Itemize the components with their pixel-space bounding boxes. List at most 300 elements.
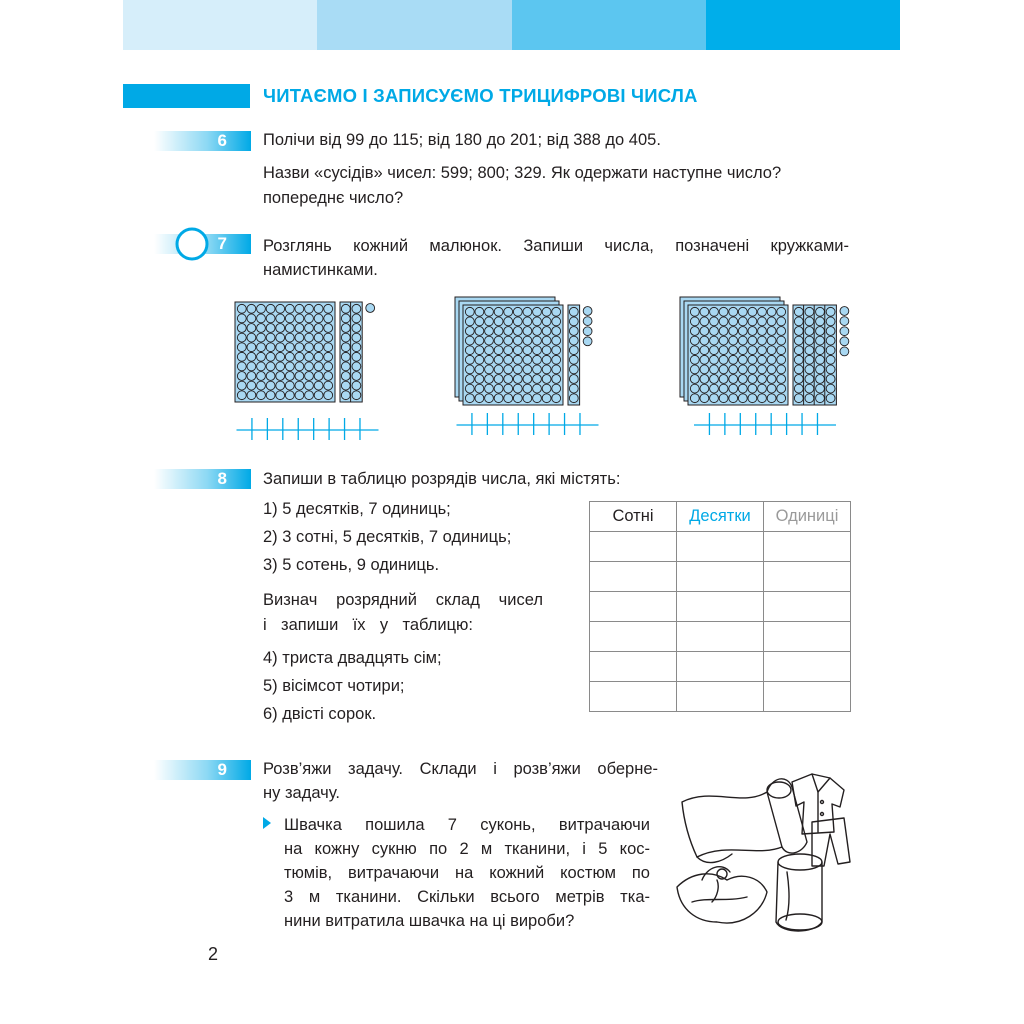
hundred-bead [485, 346, 494, 355]
table-cell[interactable] [677, 682, 764, 712]
hundred-bead [494, 375, 503, 384]
hundred-bead [475, 365, 484, 374]
hundred-bead [777, 336, 786, 345]
hundred-bead [295, 381, 304, 390]
hundred-bead [700, 384, 709, 393]
ten-bead [794, 355, 803, 364]
unit-bead [583, 337, 592, 346]
hundred-bead [305, 381, 314, 390]
unit-bead [583, 307, 592, 316]
task-6-number: 6 [154, 131, 251, 151]
table-cell[interactable] [590, 592, 677, 622]
hundred-bead [748, 317, 757, 326]
hundred-bead [276, 391, 285, 400]
table-cell[interactable] [677, 622, 764, 652]
ten-bead [569, 394, 578, 403]
unit-bead [583, 317, 592, 326]
hundred-bead [324, 352, 333, 361]
ten-bead [816, 307, 825, 316]
ten-bead [569, 307, 578, 316]
table-cell[interactable] [764, 682, 851, 712]
hundred-bead [513, 365, 522, 374]
hundred-bead [738, 317, 747, 326]
task-7-line-2: намистинками. [263, 261, 378, 279]
hundred-bead [690, 346, 699, 355]
hundred-bead [305, 362, 314, 371]
hundred-bead [285, 304, 294, 313]
hundred-bead [552, 394, 561, 403]
hundred-bead [257, 324, 266, 333]
hundred-bead [247, 372, 256, 381]
hundred-bead [719, 375, 728, 384]
table-cell[interactable] [764, 532, 851, 562]
table-cell[interactable] [590, 562, 677, 592]
hundred-bead [729, 355, 738, 364]
hundred-bead [700, 336, 709, 345]
hundred-bead [767, 317, 776, 326]
hundred-bead [767, 346, 776, 355]
hundred-bead [523, 307, 532, 316]
hundred-bead [710, 384, 719, 393]
hundred-bead [523, 375, 532, 384]
hundred-bead [513, 336, 522, 345]
task-9-line-1: Розв’яжи задачу. Склади і розв’яжи оберне- [263, 760, 658, 778]
ten-bead [569, 365, 578, 374]
hundred-bead [777, 317, 786, 326]
ten-bead [816, 346, 825, 355]
table-row [590, 682, 851, 712]
hundred-bead [758, 307, 767, 316]
task-9-problem-line-4: 3 м тканини. Скільки всього метрів тка- [284, 888, 650, 906]
hundred-bead [552, 307, 561, 316]
hundred-bead [465, 307, 474, 316]
hundred-bead [748, 365, 757, 374]
table-cell[interactable] [590, 532, 677, 562]
ten-bead [352, 314, 361, 323]
hundred-bead [533, 355, 542, 364]
hundred-bead [494, 317, 503, 326]
task-7-line-1: Розглянь кожний малюнок. Запиши числа, позначені кружками- [263, 237, 849, 255]
hundred-bead [710, 327, 719, 336]
table-cell[interactable] [590, 652, 677, 682]
ten-bead [816, 375, 825, 384]
hundred-bead [513, 346, 522, 355]
task-8-define-line-1: Визнач розрядний склад чисел [263, 591, 543, 609]
hundred-bead [247, 304, 256, 313]
hundred-bead [494, 327, 503, 336]
hundred-bead [285, 333, 294, 342]
hundred-bead [513, 384, 522, 393]
hundred-bead [247, 391, 256, 400]
bullet-triangle-icon [262, 817, 272, 829]
hundred-bead [276, 343, 285, 352]
hundred-bead [533, 375, 542, 384]
hundred-bead [748, 375, 757, 384]
ten-bead [341, 324, 350, 333]
hundred-bead [710, 355, 719, 364]
ten-bead [826, 394, 835, 403]
ten-bead [341, 352, 350, 361]
hundred-bead [767, 365, 776, 374]
hundred-bead [523, 355, 532, 364]
table-cell[interactable] [764, 622, 851, 652]
hundred-bead [710, 317, 719, 326]
hundred-bead [738, 365, 747, 374]
ten-bead [341, 362, 350, 371]
hundred-bead [758, 384, 767, 393]
ten-bead [816, 327, 825, 336]
hundred-bead [719, 365, 728, 374]
hundred-bead [257, 304, 266, 313]
hundred-bead [305, 391, 314, 400]
hundred-bead [494, 394, 503, 403]
ten-bead [794, 375, 803, 384]
table-cell[interactable] [677, 562, 764, 592]
hundred-bead [504, 307, 513, 316]
hundred-bead [700, 355, 709, 364]
hundred-bead [777, 394, 786, 403]
unit-bead [583, 327, 592, 336]
hundred-bead [257, 381, 266, 390]
hundred-bead [513, 355, 522, 364]
hundred-bead [295, 333, 304, 342]
hundred-bead [777, 307, 786, 316]
table-row [590, 532, 851, 562]
task-8-define-line-2: і запиши їх у таблицю: [263, 616, 473, 634]
hundred-bead [758, 336, 767, 345]
ten-bead [352, 324, 361, 333]
bead-figure-3 [670, 285, 860, 450]
hundred-bead [257, 362, 266, 371]
hundred-bead [700, 327, 709, 336]
title-accent-bar [123, 84, 250, 108]
hundred-bead [719, 394, 728, 403]
hundred-bead [285, 314, 294, 323]
ten-bead [816, 384, 825, 393]
page-title: ЧИТАЄМО І ЗАПИСУЄМО ТРИЦИФРОВІ ЧИСЛА [263, 85, 698, 106]
hundred-bead [504, 346, 513, 355]
hundred-bead [690, 336, 699, 345]
hundred-bead [513, 394, 522, 403]
hundred-bead [758, 365, 767, 374]
hundred-bead [305, 314, 314, 323]
hundred-bead [738, 375, 747, 384]
hundred-bead [305, 304, 314, 313]
hundred-bead [513, 375, 522, 384]
hundred-bead [465, 355, 474, 364]
hundred-bead [314, 304, 323, 313]
hundred-bead [485, 365, 494, 374]
hundred-bead [324, 343, 333, 352]
hundred-bead [237, 343, 246, 352]
hundred-bead [710, 394, 719, 403]
task-8-intro: Запиши в таблицю розрядів числа, які містять: [263, 470, 621, 488]
table-header-row [590, 502, 851, 532]
hundred-bead [485, 317, 494, 326]
hundred-bead [719, 336, 728, 345]
hundred-bead [738, 307, 747, 316]
hundred-bead [494, 307, 503, 316]
hundred-bead [475, 346, 484, 355]
hundred-bead [314, 391, 323, 400]
hundred-bead [276, 362, 285, 371]
hundred-bead [758, 346, 767, 355]
hundred-bead [285, 391, 294, 400]
ten-bead [352, 304, 361, 313]
hundred-bead [719, 355, 728, 364]
hundred-bead [748, 336, 757, 345]
table-cell[interactable] [590, 682, 677, 712]
hundred-bead [324, 324, 333, 333]
hundred-bead [314, 324, 323, 333]
hundred-bead [504, 317, 513, 326]
hundred-bead [748, 384, 757, 393]
hundred-bead [738, 346, 747, 355]
hundred-bead [767, 375, 776, 384]
hundred-bead [738, 384, 747, 393]
hundred-bead [257, 352, 266, 361]
hundred-bead [542, 346, 551, 355]
hundred-bead [324, 362, 333, 371]
ten-bead [794, 365, 803, 374]
hundred-bead [276, 314, 285, 323]
hundred-bead [285, 362, 294, 371]
ten-bead [569, 384, 578, 393]
hundred-bead [700, 365, 709, 374]
hundred-bead [324, 314, 333, 323]
hundred-bead [314, 352, 323, 361]
task-8-item-6: 6) двісті сорок. [263, 705, 377, 723]
hundred-bead [552, 327, 561, 336]
hundred-bead [719, 327, 728, 336]
ten-bead [816, 317, 825, 326]
hundred-bead [729, 307, 738, 316]
hundred-bead [767, 394, 776, 403]
jacket-icon [792, 774, 844, 834]
table-row [590, 652, 851, 682]
hundred-bead [465, 327, 474, 336]
hundred-bead [257, 372, 266, 381]
ten-bead [794, 307, 803, 316]
ten-bead [794, 317, 803, 326]
band-segment-2 [317, 0, 511, 50]
hundred-bead [247, 324, 256, 333]
hundred-bead [257, 391, 266, 400]
ten-bead [805, 346, 814, 355]
ten-bead [805, 317, 814, 326]
hundred-bead [247, 352, 256, 361]
hundred-bead [533, 336, 542, 345]
hundred-bead [767, 307, 776, 316]
ten-bead [826, 355, 835, 364]
hundred-bead [710, 307, 719, 316]
header-units: Одиниці [764, 502, 851, 532]
ten-bead [805, 365, 814, 374]
page-number: 2 [208, 944, 219, 964]
hundred-bead [758, 394, 767, 403]
header-hundreds: Сотні [590, 502, 677, 532]
hundred-bead [465, 394, 474, 403]
hundred-bead [247, 314, 256, 323]
hundred-bead [758, 327, 767, 336]
bead-figure-2 [445, 285, 610, 450]
task-8-number: 8 [154, 469, 251, 489]
hundred-bead [777, 355, 786, 364]
hundred-bead [767, 384, 776, 393]
ten-bead [826, 307, 835, 316]
place-value-table [589, 501, 851, 712]
hundred-bead [465, 336, 474, 345]
task-9-problem-line-1: Швачка пошила 7 суконь, витрачаючи [284, 816, 650, 834]
table-cell[interactable] [590, 622, 677, 652]
ten-bead [341, 381, 350, 390]
fabric-roll-icon [682, 779, 807, 863]
ten-bead [341, 391, 350, 400]
hundred-bead [266, 352, 275, 361]
hundred-bead [465, 384, 474, 393]
hundred-bead [314, 314, 323, 323]
hundred-bead [266, 362, 275, 371]
hundred-bead [285, 343, 294, 352]
hundred-bead [748, 327, 757, 336]
hundred-bead [314, 372, 323, 381]
hundred-bead [700, 346, 709, 355]
ten-bead [805, 327, 814, 336]
hundred-bead [777, 365, 786, 374]
hundred-bead [494, 346, 503, 355]
hundred-bead [690, 307, 699, 316]
hundred-bead [552, 365, 561, 374]
hundred-bead [748, 394, 757, 403]
hundred-bead [719, 384, 728, 393]
hundred-bead [729, 317, 738, 326]
hundred-bead [465, 317, 474, 326]
hundred-bead [542, 327, 551, 336]
hundred-bead [285, 372, 294, 381]
hundred-bead [305, 324, 314, 333]
hundred-bead [504, 375, 513, 384]
hundred-bead [767, 327, 776, 336]
hundred-bead [533, 394, 542, 403]
hundred-bead [504, 365, 513, 374]
hundred-bead [295, 352, 304, 361]
ten-bead [569, 327, 578, 336]
hundred-bead [767, 336, 776, 345]
task-7-number: 7 [154, 234, 251, 254]
task-6-line-1: Полічи від 99 до 115; від 180 до 201; від 388 до 405. [263, 131, 661, 149]
table-cell[interactable] [764, 592, 851, 622]
hundred-bead [266, 391, 275, 400]
hundred-bead [465, 346, 474, 355]
hundred-bead [237, 314, 246, 323]
dress-pile-icon [677, 867, 767, 923]
hundred-bead [542, 394, 551, 403]
hundred-bead [485, 394, 494, 403]
hundred-bead [690, 375, 699, 384]
hundred-bead [295, 343, 304, 352]
hundred-bead [533, 384, 542, 393]
hundred-bead [729, 384, 738, 393]
hundred-bead [266, 324, 275, 333]
table-cell[interactable] [677, 532, 764, 562]
hundred-bead [266, 343, 275, 352]
task-9-line-2: ну задачу. [263, 784, 340, 802]
hundred-bead [719, 317, 728, 326]
hundred-bead [475, 317, 484, 326]
ten-bead [805, 375, 814, 384]
table-cell[interactable] [677, 592, 764, 622]
hundred-bead [314, 362, 323, 371]
band-segment-1 [123, 0, 317, 50]
table-cell[interactable] [764, 562, 851, 592]
hundred-bead [552, 355, 561, 364]
ten-bead [341, 372, 350, 381]
ten-bead [794, 384, 803, 393]
hundred-bead [276, 304, 285, 313]
hundred-bead [690, 327, 699, 336]
hundred-bead [523, 346, 532, 355]
hundred-bead [690, 317, 699, 326]
hundred-bead [266, 314, 275, 323]
hundred-bead [475, 375, 484, 384]
hundred-bead [237, 304, 246, 313]
task-9-problem-line-5: нини витратила швачка на ці вироби? [284, 912, 575, 930]
band-segment-4 [706, 0, 900, 50]
ten-bead [352, 343, 361, 352]
hundred-bead [504, 327, 513, 336]
unit-bead [840, 347, 849, 356]
task-9-problem-line-2: на кожну сукню по 2 м тканини, і 5 кос- [284, 840, 650, 858]
ten-bead [569, 317, 578, 326]
unit-bead [840, 337, 849, 346]
hundred-bead [523, 394, 532, 403]
ten-bead [794, 336, 803, 345]
hundred-bead [266, 304, 275, 313]
table-cell[interactable] [677, 652, 764, 682]
hundred-bead [700, 394, 709, 403]
bead-figure-1 [225, 290, 390, 450]
hundred-bead [285, 324, 294, 333]
hundred-bead [266, 372, 275, 381]
ten-bead [352, 362, 361, 371]
hundred-bead [295, 304, 304, 313]
hundred-bead [504, 394, 513, 403]
hundred-bead [465, 365, 474, 374]
hundred-bead [738, 336, 747, 345]
hundred-bead [729, 365, 738, 374]
hundred-bead [485, 375, 494, 384]
hundred-bead [729, 336, 738, 345]
hundred-bead [494, 336, 503, 345]
hundred-bead [305, 372, 314, 381]
hundred-bead [485, 384, 494, 393]
ten-bead [826, 346, 835, 355]
ten-bead [805, 355, 814, 364]
table-cell[interactable] [764, 652, 851, 682]
task-7-circle-marker-icon [172, 226, 212, 262]
hundred-bead [475, 394, 484, 403]
hundred-bead [314, 343, 323, 352]
ten-bead [569, 336, 578, 345]
unit-bead [840, 307, 849, 316]
ten-bead [341, 333, 350, 342]
table-row [590, 562, 851, 592]
hundred-bead [494, 355, 503, 364]
table-row [590, 592, 851, 622]
hundred-bead [542, 307, 551, 316]
hundred-bead [237, 324, 246, 333]
hundred-bead [729, 346, 738, 355]
